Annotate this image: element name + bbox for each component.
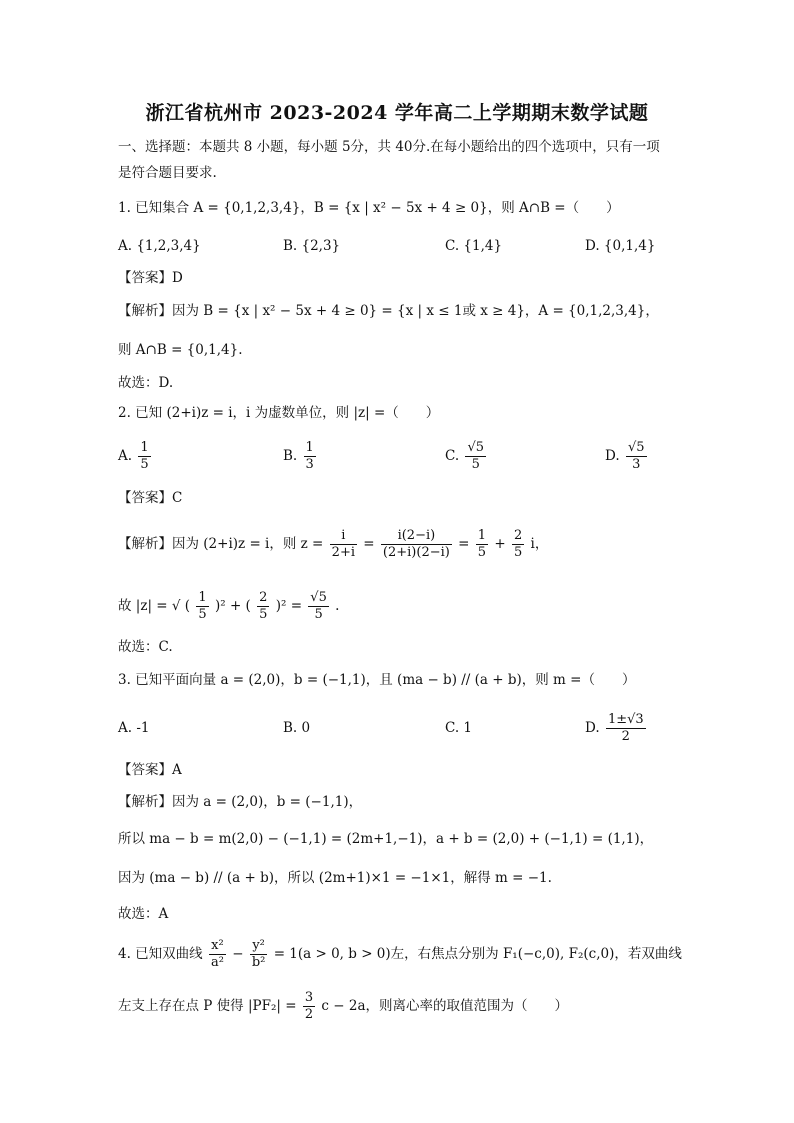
paren-open: (: [245, 598, 251, 614]
analysis-prefix: 【解析】因为 (2+i)z = i，则 z =: [118, 536, 324, 552]
fraction: [138, 440, 150, 473]
fraction: [308, 590, 329, 623]
denominator: 5: [513, 545, 523, 560]
question-1-stem: 1. 已知集合 A = {0,1,2,3,4}，B = {x | x² − 5x + 4 ≥ 0}，则 A∩B =（ ）: [118, 200, 620, 216]
denominator: 5: [259, 607, 268, 622]
period: .: [335, 598, 340, 614]
numerator: 1: [140, 440, 149, 455]
option-label: C.: [445, 448, 460, 464]
numerator: 1: [477, 528, 487, 543]
question-3-option-d: [585, 712, 648, 745]
question-1-analysis-line1: 【解析】因为 B = {x | x² − 5x + 4 ≥ 0} = {x | x ≤ 1或 x ≥ 4}，A = {0,1,2,3,4}，: [118, 303, 659, 319]
numerator: x²: [209, 938, 226, 955]
question-4-stem-line2: [118, 990, 568, 1023]
minus-sign: −: [232, 946, 244, 962]
abs-prefix: 故 |z| = √: [118, 598, 181, 614]
fraction: [330, 528, 357, 561]
fraction: [209, 938, 226, 971]
question-2-stem: 2. 已知 (2+i)z = i，i 为虚数单位，则 |z| =（ ）: [118, 405, 440, 421]
section-instructions-line1: 一、选择题：本题共 8 小题，每小题 5分，共 40分.在每小题给出的四个选项中，只有一项: [118, 139, 660, 155]
numerator: √5: [467, 440, 484, 455]
paren-close-squared: )²: [214, 598, 226, 614]
plus-sign: +: [494, 536, 506, 552]
question-1-analysis-line2: 则 A∩B = {0,1,4}.: [118, 342, 243, 358]
question-1-option-c: C. {1,4}: [445, 238, 503, 254]
denominator: 2: [304, 1007, 314, 1022]
numerator: √5: [310, 590, 327, 605]
question-3-option-b: B. 0: [283, 720, 311, 736]
denominator: 2+i: [331, 545, 355, 560]
numerator: 2: [513, 528, 523, 543]
numerator: i: [330, 528, 357, 545]
question-2-answer: 【答案】C: [118, 490, 183, 506]
question-2-option-b: [283, 440, 318, 473]
section-instructions-line2: 是符合题目要求.: [118, 165, 217, 181]
question-3-analysis-line3: 因为 (ma − b) // (a + b)，所以 (2m+1)×1 = −1×1，解得 m = −1.: [118, 870, 552, 886]
numerator: 3: [304, 990, 314, 1005]
question-2-analysis-line2: [118, 590, 339, 623]
question-3-option-c: C. 1: [445, 720, 473, 736]
question-2-option-d: [605, 440, 649, 473]
option-label: D.: [605, 448, 620, 464]
denominator: 5: [477, 545, 487, 560]
question-3-option-a: A. -1: [118, 720, 150, 736]
question-2-option-a: [118, 440, 153, 473]
question-1-option-a: A. {1,2,3,4}: [118, 238, 201, 254]
fraction: [196, 590, 208, 623]
question-3-conclusion: 故选：A: [118, 906, 169, 922]
numerator: 1: [305, 440, 314, 455]
question-1-option-b: B. {2,3}: [283, 238, 341, 254]
question-3-analysis-line1: 【解析】因为 a = (2,0)，b = (−1,1)，: [118, 794, 363, 810]
fraction: [626, 440, 647, 473]
equals-sign: =: [290, 598, 302, 614]
page-title: 浙江省杭州市 2023-2024 学年高二上学期期末数学试题: [145, 102, 649, 124]
option-label: D.: [585, 720, 600, 736]
question-1-option-d: D. {0,1,4}: [585, 238, 656, 254]
plus-sign: +: [229, 598, 242, 614]
line2-prefix: 左支上存在点 P 使得 |PF₂| =: [118, 998, 297, 1014]
denominator: 5: [198, 607, 207, 622]
fraction: [257, 590, 269, 623]
fraction: [465, 440, 486, 473]
line2-suffix: c − 2a，则离心率的取值范围为（ ）: [321, 998, 568, 1014]
analysis-suffix: i，: [530, 536, 549, 552]
denominator: a²: [210, 955, 224, 970]
question-1-conclusion: 故选：D.: [118, 375, 174, 391]
paren-open: (: [184, 598, 191, 614]
question-2-analysis-line1: [118, 528, 548, 561]
numerator: i(2−i): [381, 528, 452, 545]
fraction: [512, 528, 524, 561]
question-4-stem-line1: [118, 938, 682, 971]
denominator: 3: [305, 457, 314, 472]
equals-sign: =: [458, 536, 470, 552]
question-2-conclusion: 故选：C.: [118, 639, 173, 655]
numerator: 2: [259, 590, 268, 605]
denominator: 2: [621, 729, 630, 744]
option-label: B.: [283, 448, 298, 464]
fraction: [476, 528, 488, 561]
fraction: [303, 990, 315, 1023]
fraction: [304, 440, 316, 473]
numerator: 1: [198, 590, 207, 605]
denominator: 5: [314, 607, 323, 622]
question-3-analysis-line2: 所以 ma − b = m(2,0) − (−1,1) = (2m+1,−1)，a + b = (2,0) + (−1,1) = (1,1)，: [118, 831, 654, 847]
denominator: (2+i)(2−i): [382, 545, 450, 560]
stem-suffix: = 1(a > 0, b > 0)左，右焦点分别为 F₁(−c,0), F₂(c,0)，若双曲线: [273, 946, 682, 962]
stem-prefix: 4. 已知双曲线: [118, 946, 203, 962]
fraction: [606, 712, 646, 745]
fraction: [250, 938, 268, 971]
denominator: 5: [140, 457, 149, 472]
denominator: 3: [632, 457, 641, 472]
denominator: b²: [251, 955, 266, 970]
question-3-answer: 【答案】A: [118, 762, 182, 778]
numerator: y²: [250, 938, 268, 955]
denominator: 5: [471, 457, 480, 472]
question-2-option-c: [445, 440, 488, 473]
numerator: √5: [627, 440, 645, 455]
question-1-answer: 【答案】D: [118, 270, 183, 286]
numerator: 1±√3: [607, 712, 644, 727]
equals-sign: =: [363, 536, 375, 552]
paren-close-squared: )²: [275, 598, 287, 614]
fraction: [381, 528, 452, 561]
question-3-stem: 3. 已知平面向量 a = (2,0)，b = (−1,1)，且 (ma − b) // (a + b)，则 m =（ ）: [118, 672, 636, 688]
option-label: A.: [118, 448, 133, 464]
